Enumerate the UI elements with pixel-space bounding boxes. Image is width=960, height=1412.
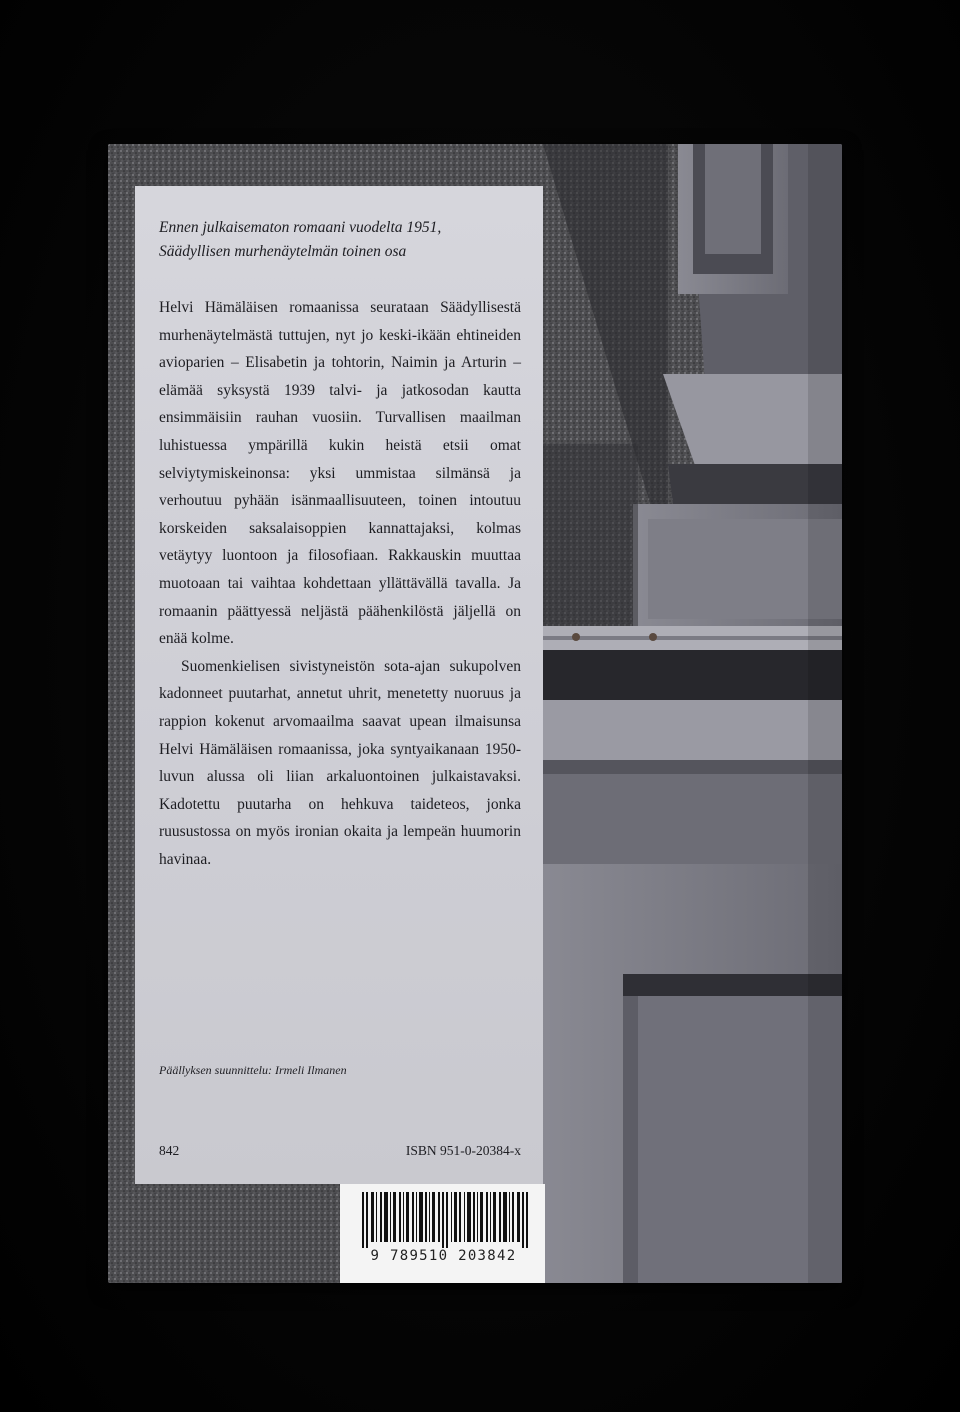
cover-design-credit: Päällyksen suunnittelu: Irmeli Ilmanen (159, 1063, 347, 1077)
tagline-line-1: Ennen julkaisematon romaani vuodelta 1951, (159, 219, 442, 236)
blurb-paragraph-2: Suomenkielisen sivistyneistön sota-ajan sukupolven kadonneet puutarhat, annetut uhrit, menetetty nuoruus ja rappion kokenut arvomaailma saavat upean ilmaisunsa Helvi Hämäläisen romaanissa, joka syntyaikanaan 1950-luvun alussa oli liian arkaluontoinen julkaistavaksi. Kadotettu puutarha on hehkuva taideteos, jonka ruusustossa on myös ironian okaita ja lempeän huumorin havinaa. (159, 657, 521, 868)
isbn: ISBN 951-0-20384-x (405, 1143, 521, 1158)
tagline (159, 216, 521, 264)
book-back-cover (108, 144, 842, 1283)
barcode-number: 9 789510 203842 (370, 1248, 517, 1264)
barcode-bars (362, 1192, 528, 1248)
barcode (340, 1184, 545, 1283)
catalog-row (159, 1143, 521, 1159)
class-number: 842 (159, 1143, 180, 1158)
back-cover-text-panel (135, 186, 543, 1184)
blurb-paragraph-1: Helvi Hämäläisen romaanissa seurataan Säädyllisestä murhenäytelmästä tuttujen, nyt jo keski-ikään ehtineiden avioparien – Elisabetin ja tohtorin, Naimin ja Arturin – elämää syksystä 1939 talvi- ja jatkosodan kautta ensimmäisiin rauhan vuosiin. Turvallisen maailman luhistuessa ympärillä kukin heistä etsii omat selviytymiskeinonsa: yksi ummistaa silmänsä ja verhoutuu pyhään isänmaallisuuteen, toinen intoutuu korskeiden saksalaisoppien kannattajaksi, kolmas vetäytyy luontoon ja filosofiaan. Rakkauskin muuttaa muotoaan tai vaihtaa kohdettaan yllättävällä tavalla. Ja romaanin päättyessä neljästä päähenkilöstä jäljellä on enää kolme. (159, 299, 521, 648)
tagline-line-2: Säädyllisen murhenäytelmän toinen osa (159, 243, 407, 260)
